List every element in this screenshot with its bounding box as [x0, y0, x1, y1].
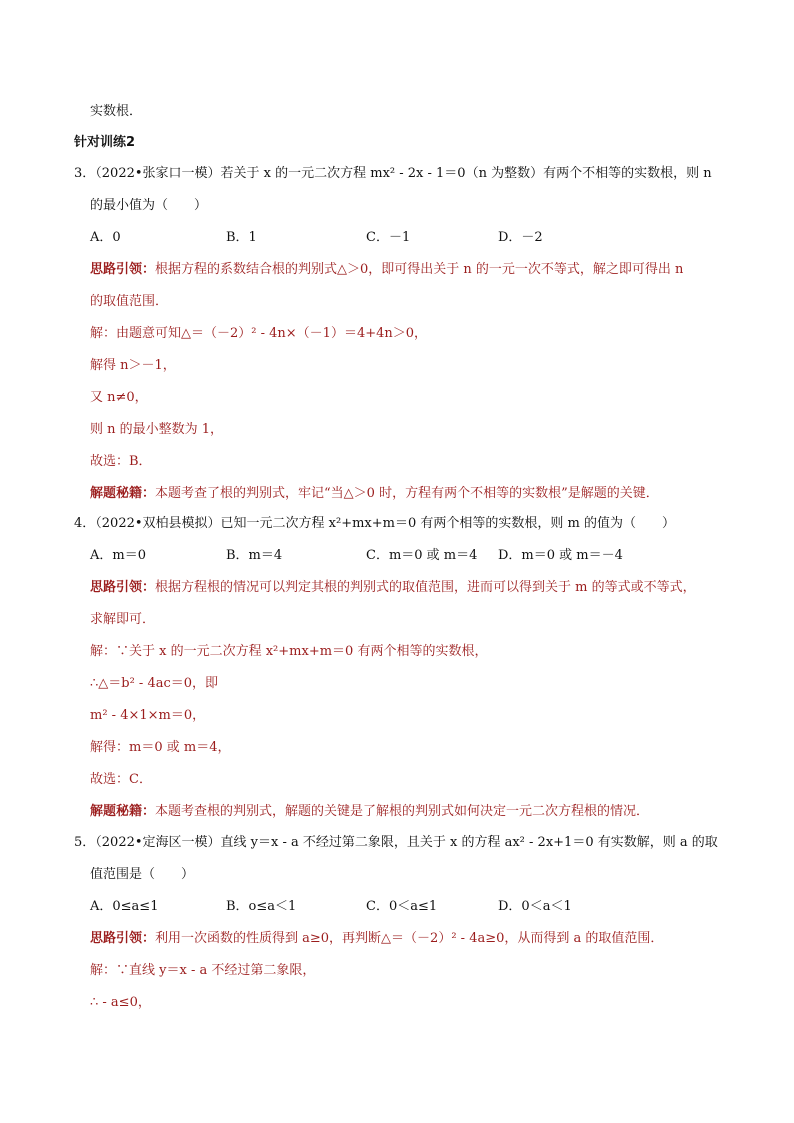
approach-text: 利用一次函数的性质得到 a≥0，再判断△＝（－2）² - 4a≥0，从而得到 a 的取值范围．	[155, 931, 664, 946]
approach-text: 根据方程根的情况可以判定其根的判别式的取值范围，进而可以得到关于 m 的等式或不等式，	[155, 580, 696, 595]
question-4-options	[90, 547, 730, 565]
solution-line: 又 n≠0，	[90, 390, 148, 405]
option-a: A．0	[90, 230, 121, 245]
solution-line: ∴△＝b² - 4ac＝0，即	[90, 676, 219, 691]
approach-label: 思路引领：	[90, 931, 156, 946]
solution-line: m² - 4×1×m＝0，	[90, 708, 206, 723]
option-c: C．0＜a≤1	[366, 899, 438, 914]
question-3-stem: 3．（2022•张家口一模）若关于 x 的一元二次方程 mx² - 2x - 1＝0（n 为整数）有两个不相等的实数根，则 n	[74, 166, 712, 181]
tip-line	[90, 803, 649, 821]
solution-line: 则 n 的最小整数为 1，	[90, 422, 224, 437]
tip-label: 解题秘籍：	[90, 804, 156, 819]
option-a: A．m＝0	[90, 548, 146, 563]
option-c: C．－1	[366, 230, 411, 245]
question-5-options	[90, 898, 730, 916]
option-d: D．m＝0 或 m＝－4	[498, 548, 623, 563]
approach-line	[90, 261, 683, 279]
option-b: B．1	[226, 230, 257, 245]
question-3-stem-cont: 的最小值为（ ）	[90, 198, 208, 213]
question-5-stem-cont: 值范围是（ ）	[90, 867, 195, 882]
option-c: C．m＝0 或 m＝4	[366, 548, 478, 563]
approach-text-cont: 求解即可．	[90, 612, 156, 627]
section-heading: 针对训练2	[74, 135, 136, 150]
approach-line	[90, 579, 696, 597]
solution-line: 解得 n＞－1，	[90, 358, 176, 373]
question-3-options	[90, 229, 730, 247]
question-5-stem: 5．（2022•定海区一模）直线 y＝x - a 不经过第二象限，且关于 x 的方程 ax² - 2x+1＝0 有实数解，则 a 的取	[74, 835, 718, 850]
solution-line: 解：由题意可知△＝（－2）² - 4n×（－1）＝4+4n＞0，	[90, 326, 428, 341]
solution-line: 解得：m＝0 或 m＝4，	[90, 740, 231, 755]
option-d: D．0＜a＜1	[498, 899, 572, 914]
tip-text: 本题考查根的判别式，解题的关键是了解根的判别式如何决定一元二次方程根的情况．	[155, 804, 650, 819]
question-4-stem: 4．（2022•双柏县模拟）已知一元二次方程 x²+mx+m＝0 有两个相等的实数根，则 m 的值为（ ）	[74, 516, 675, 531]
option-a: A．0≤a≤1	[90, 899, 159, 914]
option-b: B．m＝4	[226, 548, 283, 563]
tip-text: 本题考查了根的判别式，牢记“当△＞0 时，方程有两个不相等的实数根”是解题的关键．	[155, 486, 659, 501]
solution-answer: 故选：C．	[90, 772, 152, 787]
approach-label: 思路引领：	[90, 262, 156, 277]
approach-line	[90, 930, 663, 948]
approach-text-cont: 的取值范围．	[90, 294, 169, 309]
tip-line	[90, 485, 659, 503]
option-b: B．o≤a＜1	[226, 899, 297, 914]
solution-line: ∴ - a≤0，	[90, 995, 151, 1010]
tip-label: 解题秘籍：	[90, 486, 156, 501]
solution-line: 解：∵关于 x 的一元二次方程 x²+mx+m＝0 有两个相等的实数根，	[90, 644, 488, 659]
approach-label: 思路引领：	[90, 580, 156, 595]
approach-text: 根据方程的系数结合根的判别式△＞0，即可得出关于 n 的一元一次不等式，解之即可得出 n	[155, 262, 684, 277]
option-d: D．－2	[498, 230, 543, 245]
solution-line: 解：∵直线 y＝x - a 不经过第二象限，	[90, 963, 316, 978]
solution-answer: 故选：B．	[90, 454, 152, 469]
text-line: 实数根．	[90, 104, 143, 119]
